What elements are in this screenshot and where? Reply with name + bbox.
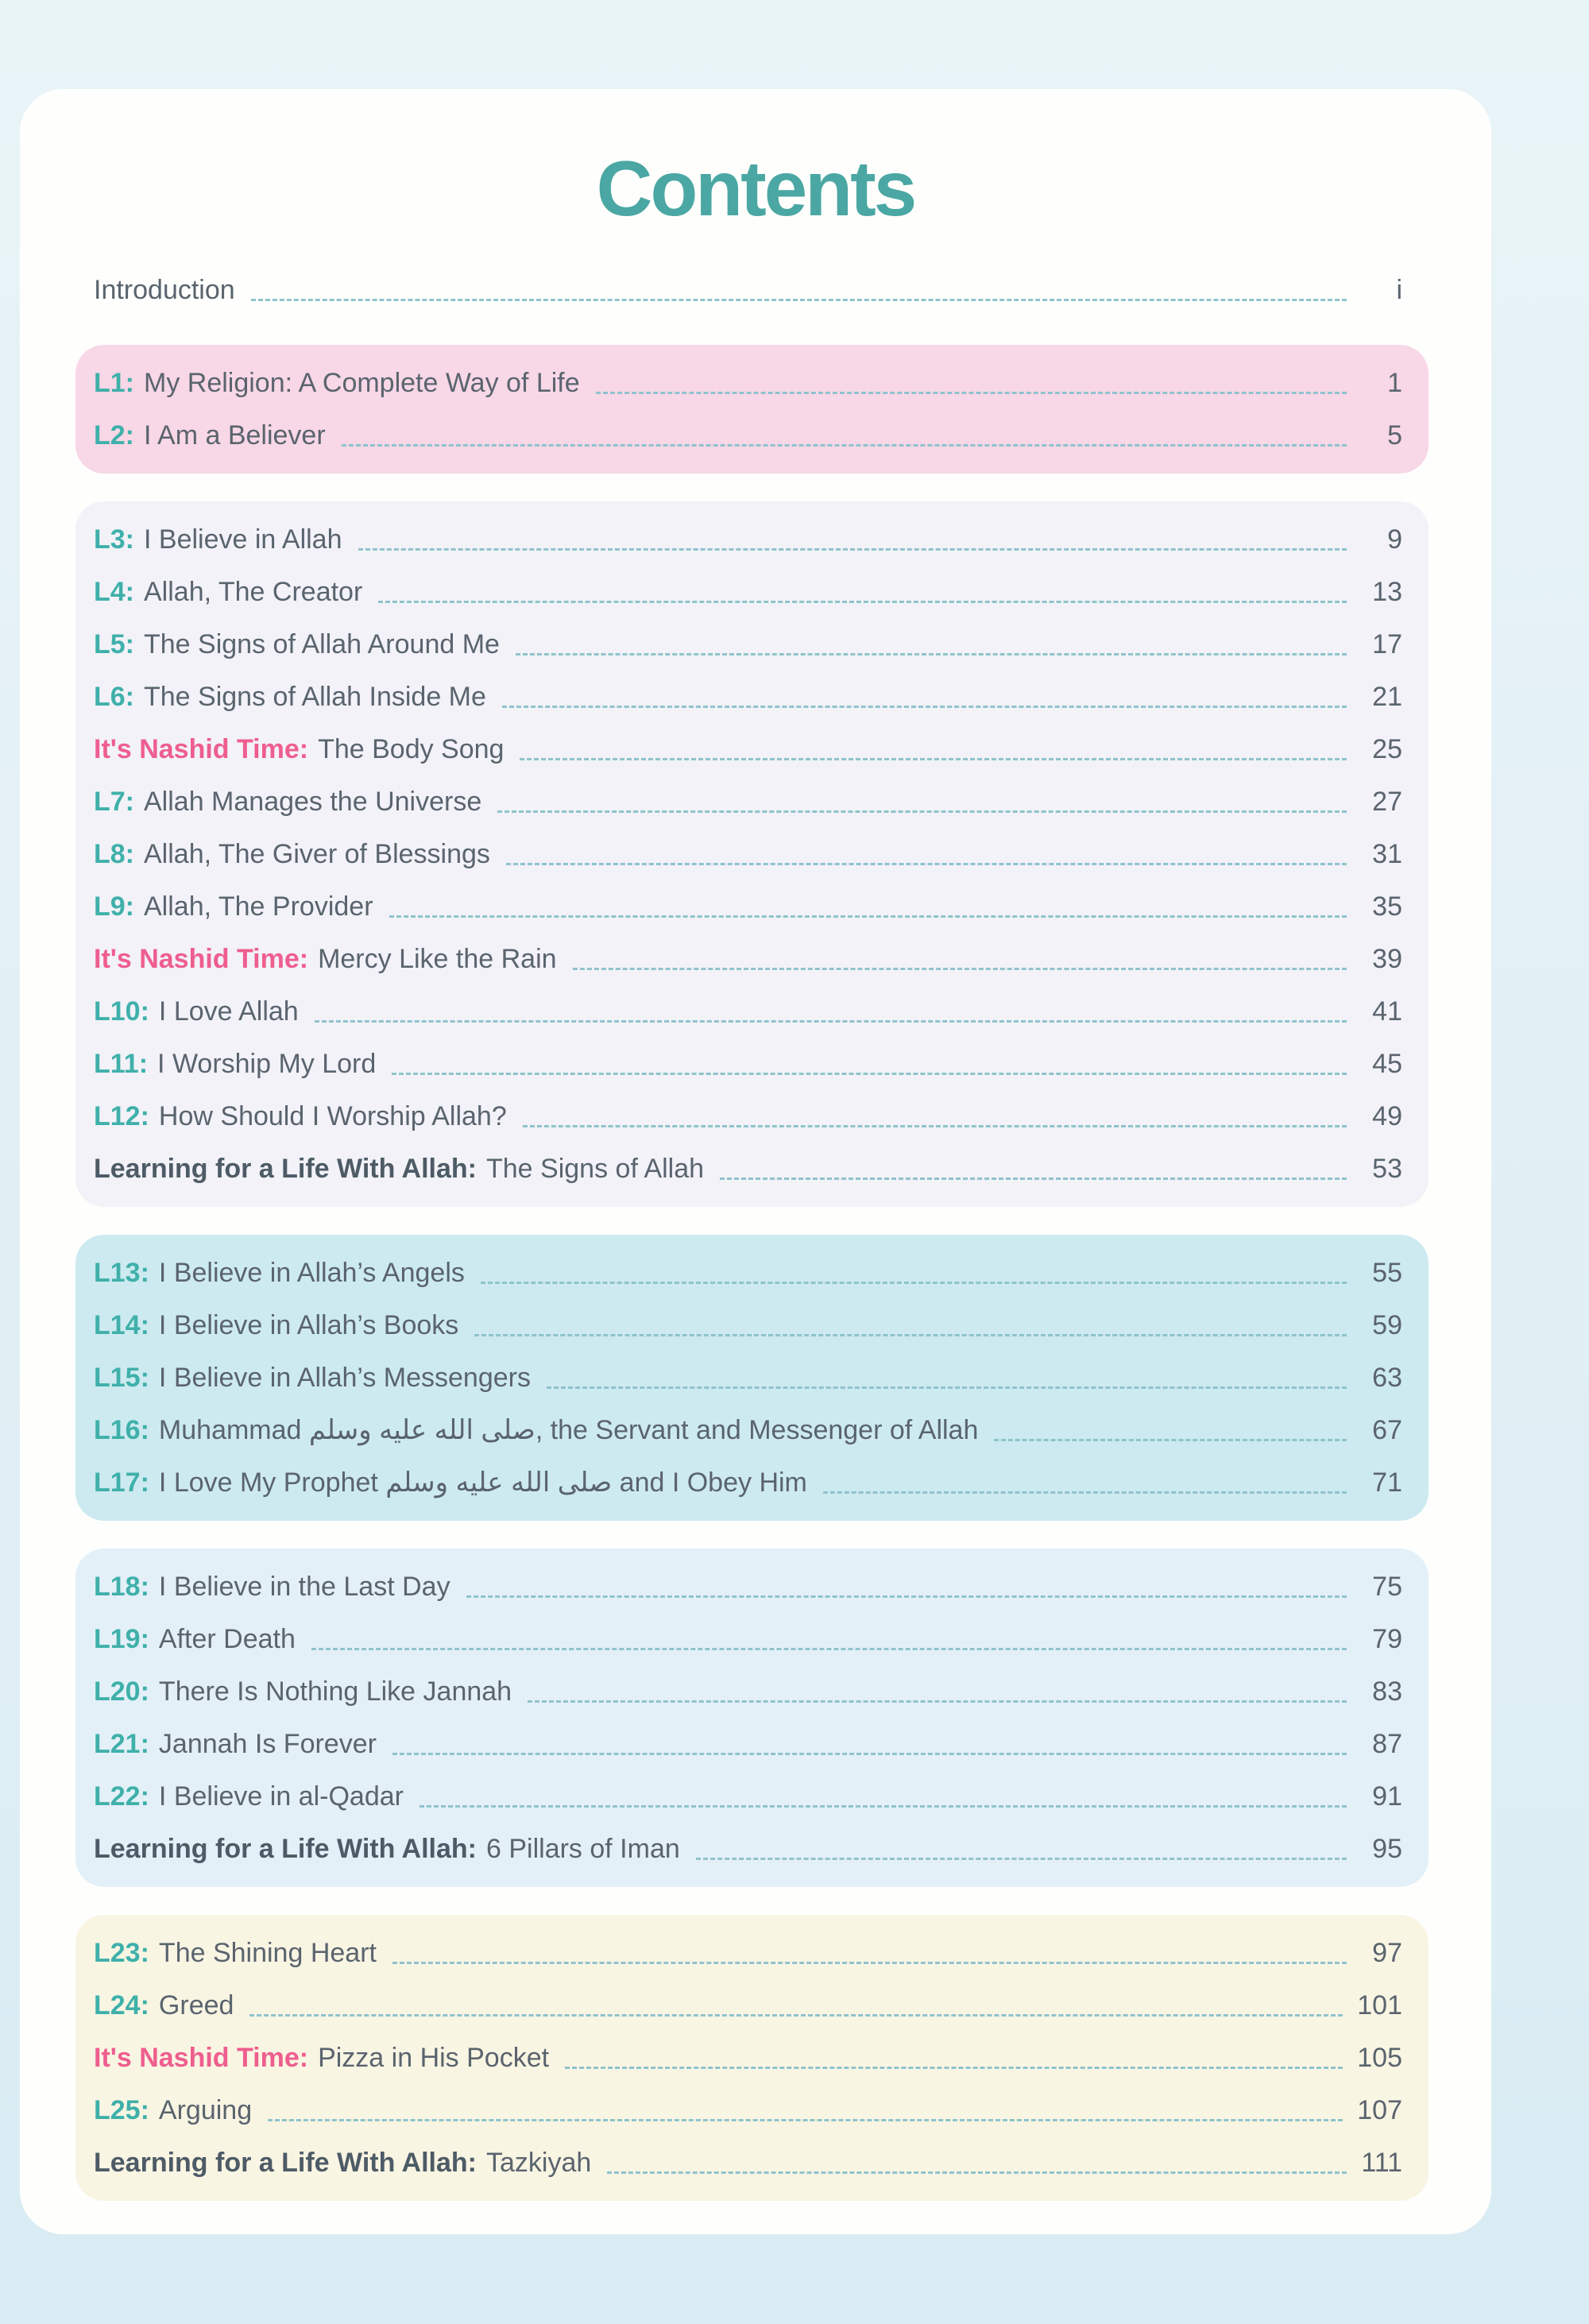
dotted-leader bbox=[315, 1020, 1347, 1023]
entry-title: Muhammad صلى الله عليه وسلم, the Servant and Messenger of Allah bbox=[158, 1415, 979, 1445]
entry-prefix: L25: bbox=[94, 2094, 149, 2125]
toc-entry bbox=[75, 1823, 1429, 1875]
entry-prefix: L12: bbox=[94, 1100, 149, 1131]
entry-title: I Love Allah bbox=[158, 996, 299, 1027]
entry-title: 6 Pillars of Iman bbox=[486, 1833, 680, 1864]
dotted-leader bbox=[249, 2014, 1343, 2017]
toc-entry bbox=[75, 1038, 1429, 1090]
entry-prefix: L5: bbox=[94, 628, 134, 659]
entry-prefix: L10: bbox=[94, 996, 149, 1027]
entry-page-number: 111 bbox=[1361, 2147, 1402, 2178]
entry-prefix: Learning for a Life With Allah: bbox=[94, 2147, 477, 2178]
entry-page-number: 95 bbox=[1372, 1833, 1402, 1864]
dotted-leader bbox=[342, 444, 1347, 447]
entry-title: Pizza in His Pocket bbox=[318, 2042, 550, 2073]
dotted-leader bbox=[251, 299, 1347, 301]
entry-page-number: 49 bbox=[1372, 1100, 1402, 1131]
toc-entry bbox=[75, 1404, 1429, 1456]
entry-page-number: 1 bbox=[1387, 367, 1402, 398]
entry-page-number: 97 bbox=[1372, 1937, 1402, 1968]
dotted-leader bbox=[565, 2067, 1343, 2069]
toc-entry bbox=[75, 618, 1429, 671]
entry-title: The Signs of Allah Inside Me bbox=[144, 681, 486, 712]
toc-section-1 bbox=[75, 345, 1429, 474]
entry-prefix: Learning for a Life With Allah: bbox=[94, 1153, 477, 1184]
entry-prefix: L6: bbox=[94, 681, 134, 712]
toc-entry bbox=[75, 2136, 1429, 2189]
entry-page-number: 13 bbox=[1372, 576, 1402, 607]
toc-entry bbox=[75, 1613, 1429, 1665]
entry-page-number: 101 bbox=[1357, 1990, 1402, 2020]
entry-title: Arguing bbox=[158, 2094, 253, 2125]
toc-entry bbox=[75, 566, 1429, 618]
dotted-leader bbox=[474, 1334, 1347, 1336]
entry-title: I Am a Believer bbox=[144, 420, 326, 450]
toc-entry bbox=[75, 1351, 1429, 1404]
entry-title: I Believe in Allah’s Messengers bbox=[158, 1362, 531, 1393]
toc-entry bbox=[75, 1247, 1429, 1299]
toc-section-4 bbox=[75, 1549, 1429, 1887]
toc-entry bbox=[75, 1560, 1429, 1613]
toc-entry bbox=[75, 409, 1429, 462]
dotted-leader bbox=[497, 810, 1347, 813]
entry-prefix: It's Nashid Time: bbox=[94, 943, 309, 974]
toc-entry bbox=[75, 723, 1429, 775]
entry-title: Allah Manages the Universe bbox=[144, 786, 482, 817]
entry-page-number: 27 bbox=[1372, 786, 1402, 817]
entry-title: Tazkiyah bbox=[486, 2147, 592, 2178]
dotted-leader bbox=[268, 2119, 1343, 2121]
entry-page-number: 55 bbox=[1372, 1257, 1402, 1288]
dotted-leader bbox=[506, 863, 1347, 865]
dotted-leader bbox=[596, 392, 1347, 394]
toc-entry bbox=[75, 2032, 1429, 2084]
entry-page-number: 35 bbox=[1372, 891, 1402, 922]
dotted-leader bbox=[392, 1753, 1347, 1755]
entry-prefix: L9: bbox=[94, 891, 134, 922]
entry-page-number: 53 bbox=[1372, 1153, 1402, 1184]
entry-page-number: 9 bbox=[1387, 524, 1402, 555]
entry-prefix: L4: bbox=[94, 576, 134, 607]
dotted-leader bbox=[378, 601, 1347, 603]
toc-entry bbox=[75, 513, 1429, 566]
entry-title: I Believe in the Last Day bbox=[158, 1571, 450, 1602]
entry-title: The Signs of Allah bbox=[486, 1153, 705, 1184]
table-of-contents bbox=[75, 264, 1429, 2201]
entry-title: Allah, The Giver of Blessings bbox=[144, 838, 490, 869]
toc-entry-introduction bbox=[75, 264, 1429, 316]
toc-section-3 bbox=[75, 1235, 1429, 1521]
entry-page-number: 5 bbox=[1387, 420, 1402, 450]
toc-entry bbox=[75, 1979, 1429, 2032]
entry-page-number: 63 bbox=[1372, 1362, 1402, 1393]
dotted-leader bbox=[419, 1805, 1347, 1808]
entry-prefix: L19: bbox=[94, 1623, 149, 1654]
toc-entry bbox=[75, 1718, 1429, 1770]
entry-title: Mercy Like the Rain bbox=[318, 943, 557, 974]
entry-page-number: 107 bbox=[1357, 2094, 1402, 2125]
toc-entry bbox=[75, 1143, 1429, 1195]
entry-prefix: L23: bbox=[94, 1937, 149, 1968]
contents-card bbox=[20, 89, 1491, 2234]
dotted-leader bbox=[502, 706, 1347, 708]
dotted-leader bbox=[573, 968, 1347, 970]
page-title: Contents bbox=[596, 145, 915, 232]
dotted-leader bbox=[523, 1125, 1347, 1127]
entry-page-number: 25 bbox=[1372, 733, 1402, 764]
entry-title: I Believe in Allah’s Books bbox=[158, 1309, 459, 1340]
toc-section-5 bbox=[75, 1915, 1429, 2201]
entry-prefix: L1: bbox=[94, 367, 134, 398]
entry-title: There Is Nothing Like Jannah bbox=[158, 1676, 512, 1707]
dotted-leader bbox=[607, 2171, 1347, 2174]
entry-page-number: 79 bbox=[1372, 1623, 1402, 1654]
toc-entry bbox=[75, 933, 1429, 985]
entry-prefix: L15: bbox=[94, 1362, 149, 1393]
dotted-leader bbox=[481, 1282, 1347, 1284]
entry-prefix: L21: bbox=[94, 1728, 149, 1759]
toc-entry bbox=[75, 775, 1429, 828]
dotted-leader bbox=[358, 548, 1347, 551]
entry-title: Introduction bbox=[94, 274, 235, 305]
entry-title: My Religion: A Complete Way of Life bbox=[144, 367, 580, 398]
entry-title: I Believe in al-Qadar bbox=[158, 1781, 404, 1812]
entry-page-number: 59 bbox=[1372, 1309, 1402, 1340]
dotted-leader bbox=[516, 653, 1347, 655]
entry-prefix: It's Nashid Time: bbox=[94, 2042, 309, 2073]
entry-page-number: 83 bbox=[1372, 1676, 1402, 1707]
entry-title: How Should I Worship Allah? bbox=[158, 1100, 507, 1131]
entry-prefix: L22: bbox=[94, 1781, 149, 1812]
toc-entry bbox=[75, 1927, 1429, 1979]
entry-title: I Believe in Allah bbox=[144, 524, 342, 555]
entry-title: I Believe in Allah’s Angels bbox=[158, 1257, 465, 1288]
toc-entry bbox=[75, 357, 1429, 409]
entry-title: The Shining Heart bbox=[158, 1937, 377, 1968]
entry-prefix: L20: bbox=[94, 1676, 149, 1707]
entry-page-number: 87 bbox=[1372, 1728, 1402, 1759]
entry-prefix: L24: bbox=[94, 1990, 149, 2020]
toc-section-2 bbox=[75, 501, 1429, 1207]
toc-entry bbox=[75, 1665, 1429, 1718]
entry-page-number: i bbox=[1396, 274, 1402, 305]
toc-entry bbox=[75, 1299, 1429, 1351]
entry-page-number: 45 bbox=[1372, 1048, 1402, 1079]
dotted-leader bbox=[389, 915, 1347, 918]
dotted-leader bbox=[311, 1648, 1347, 1650]
entry-prefix: L14: bbox=[94, 1309, 149, 1340]
toc-entry bbox=[75, 1090, 1429, 1143]
entry-page-number: 39 bbox=[1372, 943, 1402, 974]
entry-prefix: L3: bbox=[94, 524, 134, 555]
entry-page-number: 17 bbox=[1372, 628, 1402, 659]
dotted-leader bbox=[520, 758, 1347, 760]
entry-page-number: 31 bbox=[1372, 838, 1402, 869]
entry-page-number: 21 bbox=[1372, 681, 1402, 712]
entry-page-number: 91 bbox=[1372, 1781, 1402, 1812]
entry-title: The Signs of Allah Around Me bbox=[144, 628, 500, 659]
entry-page-number: 75 bbox=[1372, 1571, 1402, 1602]
dotted-leader bbox=[823, 1491, 1347, 1494]
entry-prefix: L7: bbox=[94, 786, 134, 817]
dotted-leader bbox=[720, 1177, 1347, 1180]
dotted-leader bbox=[994, 1439, 1347, 1441]
toc-entry bbox=[75, 2084, 1429, 2136]
dotted-leader bbox=[528, 1700, 1347, 1703]
entry-prefix: It's Nashid Time: bbox=[94, 733, 309, 764]
entry-prefix: L18: bbox=[94, 1571, 149, 1602]
entry-prefix: L17: bbox=[94, 1467, 149, 1498]
entry-title: Greed bbox=[158, 1990, 234, 2020]
entry-page-number: 41 bbox=[1372, 996, 1402, 1027]
entry-prefix: L11: bbox=[94, 1048, 149, 1079]
entry-prefix: L2: bbox=[94, 420, 134, 450]
dotted-leader bbox=[696, 1858, 1347, 1860]
dotted-leader bbox=[392, 1962, 1347, 1964]
dotted-leader bbox=[392, 1073, 1347, 1075]
toc-entry bbox=[75, 1770, 1429, 1823]
entry-prefix: L16: bbox=[94, 1414, 149, 1445]
toc-entry bbox=[75, 671, 1429, 723]
entry-prefix: L8: bbox=[94, 838, 134, 869]
entry-title: The Body Song bbox=[318, 733, 505, 764]
entry-page-number: 67 bbox=[1372, 1414, 1402, 1445]
toc-sections bbox=[75, 345, 1429, 2201]
entry-title: Jannah Is Forever bbox=[158, 1728, 377, 1759]
entry-title: I Worship My Lord bbox=[157, 1048, 377, 1079]
entry-prefix: Learning for a Life With Allah: bbox=[94, 1833, 477, 1864]
entry-prefix: L13: bbox=[94, 1257, 149, 1288]
toc-entry bbox=[75, 985, 1429, 1038]
toc-entry bbox=[75, 1456, 1429, 1509]
entry-title: I Love My Prophet صلى الله عليه وسلم and I Obey Him bbox=[158, 1467, 807, 1498]
toc-entry bbox=[75, 828, 1429, 880]
toc-entry bbox=[75, 880, 1429, 933]
entry-title: Allah, The Creator bbox=[144, 576, 363, 607]
entry-title: After Death bbox=[158, 1623, 296, 1654]
entry-title: Allah, The Provider bbox=[144, 891, 373, 922]
entry-page-number: 105 bbox=[1357, 2042, 1402, 2073]
dotted-leader bbox=[547, 1386, 1347, 1389]
entry-page-number: 71 bbox=[1372, 1467, 1402, 1498]
dotted-leader bbox=[466, 1595, 1347, 1598]
